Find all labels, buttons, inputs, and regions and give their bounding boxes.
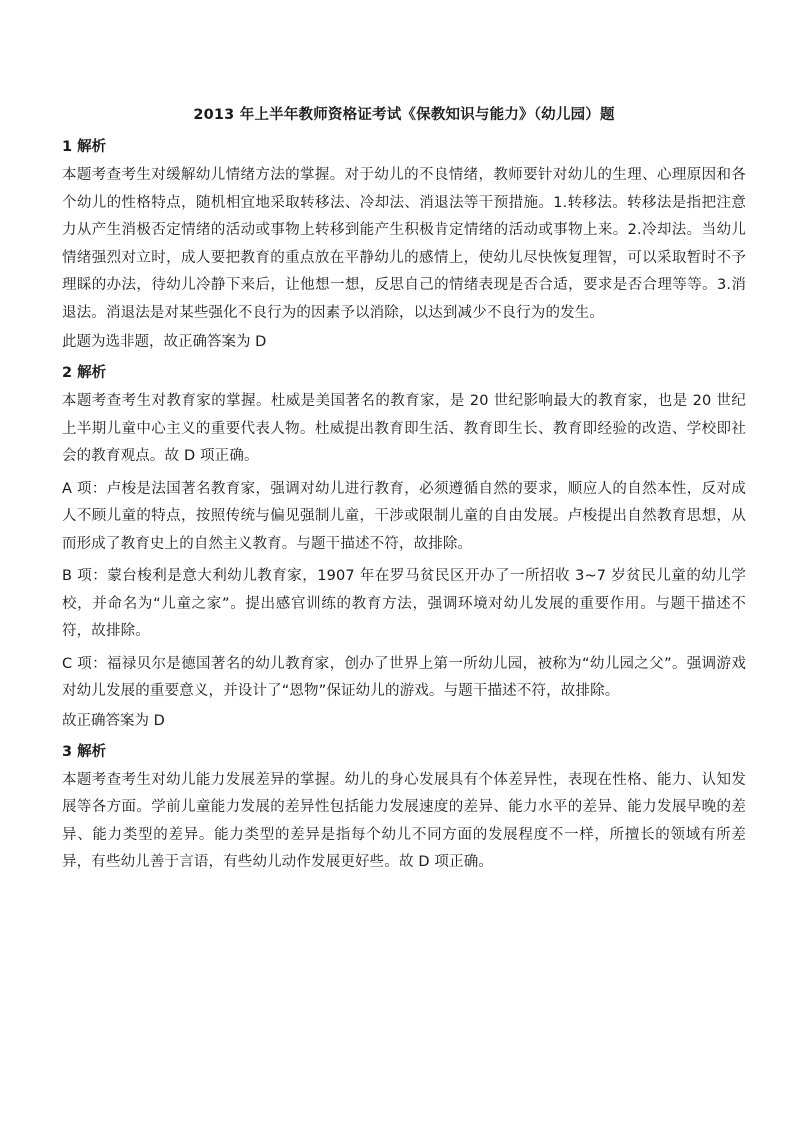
document-page [62, 96, 746, 877]
section-3-paragraph-1: 本题考查考生对幼儿能力发展差异的掌握。幼儿的身心发展具有个体差异性，表现在性格、能力、认知发展等各方面。学前儿童能力发展的差异性包括能力发展速度的差异、能力水平的差异、能力发展早晚的差异、能力类型的差异。能力类型的差异是指每个幼儿不同方面的发展程度不一样，所擅长的领域有所差异，有些幼儿善于言语，有些幼儿动作发展更好些。故 D 项正确。 [62, 771, 746, 870]
section-3 [62, 741, 746, 877]
section-2-option-a: A 项：卢梭是法国著名教育家，强调对幼儿进行教育，必须遵循自然的要求，顺应人的自然本性，反对成人不顾儿童的特点，按照传统与偏见强制儿童，干涉或限制儿童的自由发展。卢梭提出自然教育思想，从而形成了教育史上的自然主义教育。与题干描述不符，故排除。 [62, 480, 746, 552]
section-2 [62, 362, 746, 735]
section-2-heading: 2 解析 [62, 365, 107, 381]
section-1-heading: 1 解析 [62, 139, 107, 155]
section-3-heading: 3 解析 [62, 743, 107, 760]
section-2-option-c: C 项：福禄贝尔是德国著名的幼儿教育家，创办了世界上第一所幼儿园，被称为“幼儿园之父”。强调游戏对幼儿发展的重要意义，并设计了“恩物”保证幼儿的游戏。与题干描述不符，故排除。 [62, 655, 746, 699]
section-1-paragraph-1: 本题考查考生对缓解幼儿情绪方法的掌握。对于幼儿的不良情绪，教师要针对幼儿的生理、心理原因和各个幼儿的性格特点，随机相宜地采取转移法、冷却法、消退法等干预措施。1.转移法。转移法是指把注意力从产生消极否定情绪的活动或事物上转移到能产生积极肯定情绪的活动或事物上来。2.冷却法。当幼儿情绪强烈对立时，成人要把教育的重点放在平静幼儿的感情上，使幼儿尽快恢复理智，可以采取暂时不予理睬的办法，待幼儿冷静下来后，让他想一想，反思自己的情绪表现是否合适，要求是否合理等等。3.消退法。消退法是对某些强化不良行为的因素予以消除，以达到减少不良行为的发生。 [62, 167, 746, 321]
section-2-option-b: B 项：蒙台梭利是意大利幼儿教育家，1907 年在罗马贫民区开办了一所招收 3~7 岁贫民儿童的幼儿学校，并命名为“儿童之家”。提出感官训练的教育方法，强调环境对幼儿发展的重要作用。与题干描述不符，故排除。 [62, 568, 746, 639]
section-1-answer: 此题为选非题，故正确答案为 D [62, 334, 267, 350]
section-1 [62, 136, 746, 356]
document-title: 2013 年上半年教师资格证考试《保教知识与能力》（幼儿园）题 [193, 107, 615, 123]
section-2-paragraph-1: 本题考查考生对教育家的掌握。杜威是美国著名的教育家，是 20 世纪影响最大的教育家，也是 20 世纪上半期儿童中心主义的重要代表人物。杜威提出教育即生活、教育即生长、教育即经验的改造、学校即社会的教育观点。故 D 项正确。 [62, 393, 746, 464]
section-2-answer: 故正确答案为 D [62, 712, 165, 729]
